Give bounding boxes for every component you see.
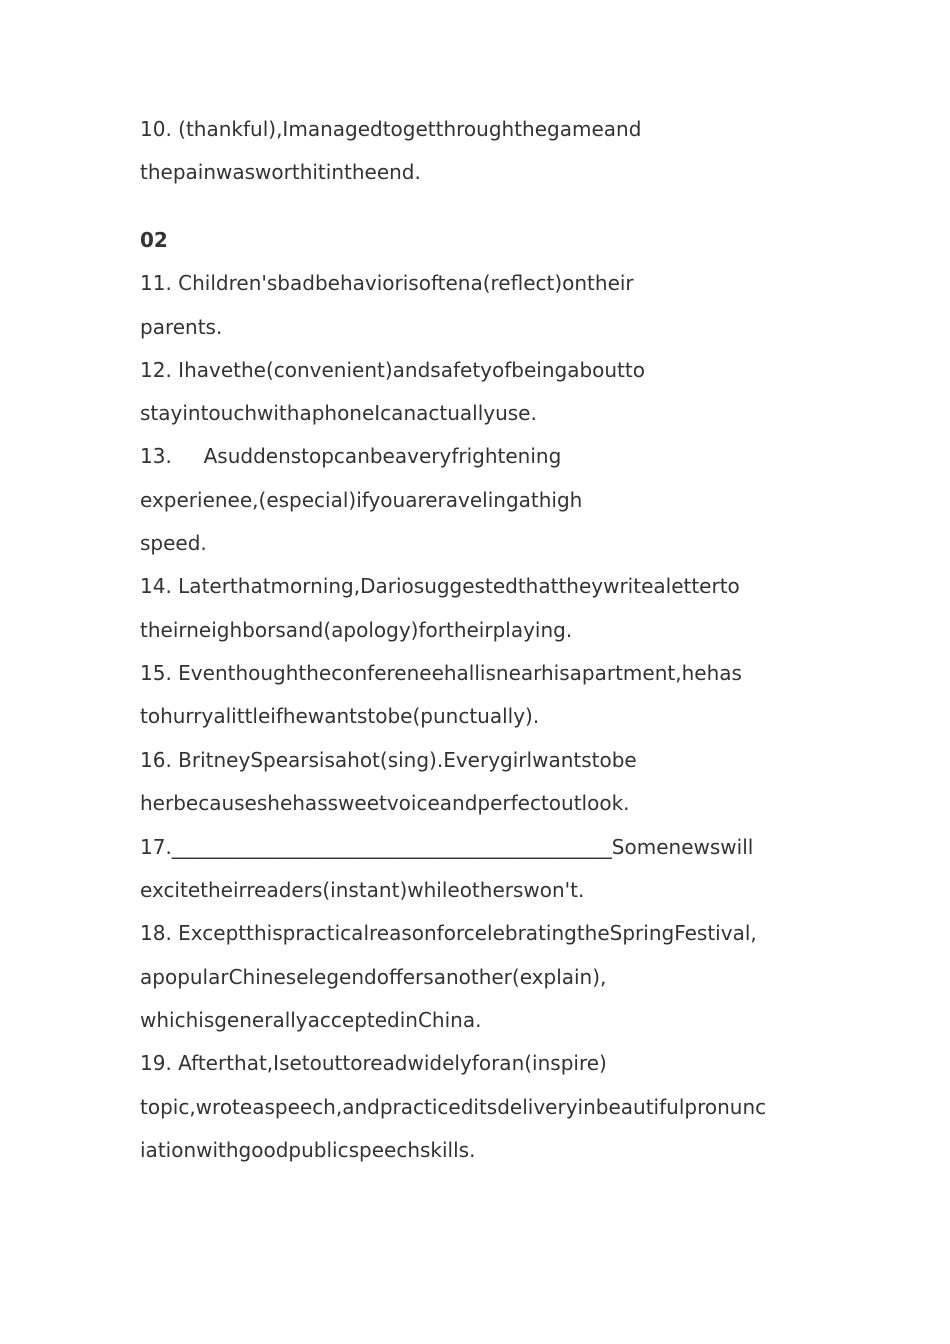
- question-17-line-2: excitetheirreaders(instant)whileotherswon't.: [140, 878, 585, 902]
- question-14-line-2: theirneighborsand(apology)fortheirplaying.: [140, 618, 573, 642]
- question-12-line-1: 12. Ihavethe(convenient)andsafetyofbeingaboutto: [140, 358, 645, 382]
- question-11-line-2: parents.: [140, 315, 223, 339]
- question-16-line-1: 16. BritneySpearsisahot(sing).Everygirlwantstobe: [140, 748, 637, 772]
- question-15-line-2: tohurryalittleifhewantstobe(punctually).: [140, 704, 540, 728]
- question-18-line-1: 18. ExceptthispracticalreasonforcelebratingtheSpringFestival,: [140, 921, 757, 945]
- question-10-line-2: thepainwasworthitintheend.: [140, 160, 421, 184]
- question-12-line-2: stayintouchwithaphoneIcanactuallyuse.: [140, 401, 537, 425]
- question-19-line-1: 19. Afterthat,Isetouttoreadwidelyforan(inspire): [140, 1051, 607, 1075]
- question-13-line-3: speed.: [140, 531, 207, 555]
- question-18-line-2: apopularChineselegendoffersanother(explain),: [140, 965, 607, 989]
- question-17-line-1: 17.____________________________________________Somenewswill: [140, 835, 754, 859]
- question-18-line-3: whichisgenerallyacceptedinChina.: [140, 1008, 482, 1032]
- question-14-line-1: 14. Laterthatmorning,Dariosuggestedthattheywritealetterto: [140, 574, 740, 598]
- question-15-line-1: 15. Eventhoughtheconfereneehallisnearhisapartment,hehas: [140, 661, 742, 685]
- section-heading: 02: [140, 228, 168, 252]
- question-11-line-1: 11. Children'sbadbehaviorisoftena(reflect)ontheir: [140, 271, 634, 295]
- question-16-line-2: herbecauseshehassweetvoiceandperfectoutlook.: [140, 791, 630, 815]
- question-19-line-2: topic,wroteaspeech,andpracticeditsdeliveryinbeautifulpronunc: [140, 1095, 767, 1119]
- question-19-line-3: iationwithgoodpublicspeechskills.: [140, 1138, 476, 1162]
- question-10-line-1: 10. (thankful),Imanagedtogetthroughthegameand: [140, 117, 642, 141]
- question-13-line-1: 13. Asuddenstopcanbeaveryfrightening: [140, 444, 562, 468]
- question-13-line-2: experienee,(especial)ifyouareravelingathigh: [140, 488, 583, 512]
